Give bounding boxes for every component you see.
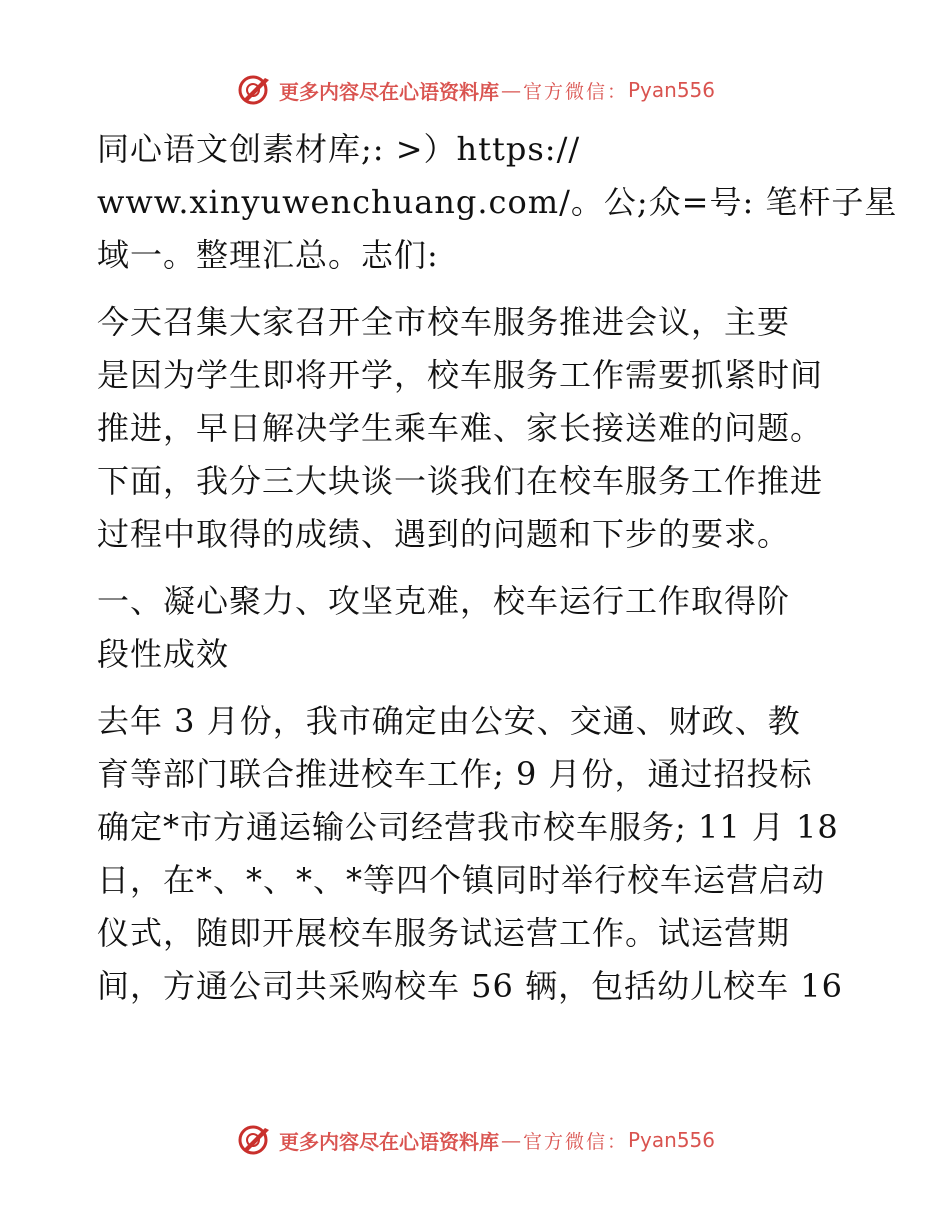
text-line: www.xinyuwenchuang.com/。公;众=号: 笔杆子星 — [97, 183, 898, 221]
text-line: 同心语文创素材库;: >）https:// — [97, 130, 581, 168]
text-line: 今天召集大家召开全市校车服务推进会议，主要 — [97, 303, 791, 341]
text-line: 段性成效 — [97, 635, 230, 673]
text-line: 过程中取得的成绩、遇到的问题和下步的要求。 — [97, 515, 791, 553]
document-body — [97, 123, 898, 1027]
text-line: 下面，我分三大块谈一谈我们在校车服务工作推进 — [97, 462, 824, 500]
text-line: 育等部门联合推进校车工作; 9 月份，通过招投标 — [97, 755, 813, 793]
header-banner — [0, 70, 950, 110]
banner-main-text: 更多内容尽在心语资料库 — [278, 1129, 499, 1154]
paragraph-progress — [97, 695, 849, 1013]
banner-wechat-label: 官方微信： — [522, 1130, 628, 1153]
section-heading — [97, 575, 849, 681]
banner-wechat-id: Pyan556 — [628, 1128, 716, 1152]
text-line: 间，方通公司共采购校车 56 辆，包括幼儿校车 16 — [97, 967, 843, 1005]
text-line: 是因为学生即将开学，校车服务工作需要抓紧时间 — [97, 356, 824, 394]
banner-separator: — — [500, 78, 521, 102]
text-line: 推进，早日解决学生乘车难、家长接送难的问题。 — [97, 409, 824, 447]
paragraph-intro — [97, 296, 849, 561]
text-line: 一、凝心聚力、攻坚克难，校车运行工作取得阶 — [97, 582, 791, 620]
paragraph-source-note — [97, 123, 898, 282]
text-line: 仪式，随即开展校车服务试运营工作。试运营期 — [97, 914, 791, 952]
footer-banner — [0, 1120, 950, 1160]
banner-main-text: 更多内容尽在心语资料库 — [278, 79, 499, 104]
banner-wechat-label: 官方微信： — [522, 80, 628, 103]
text-line: 确定*市方通运输公司经营我市校车服务; 11 月 18 — [97, 808, 839, 846]
brush-logo-icon — [235, 70, 275, 110]
text-line: 域一。整理汇总。志们: — [97, 236, 439, 274]
banner-wechat-id: Pyan556 — [628, 78, 716, 102]
brush-logo-icon — [235, 1120, 275, 1160]
text-line: 日，在*、*、*、*等四个镇同时举行校车运营启动 — [97, 861, 826, 899]
text-line: 去年 3 月份，我市确定由公安、交通、财政、教 — [97, 702, 801, 740]
banner-separator: — — [500, 1128, 521, 1152]
